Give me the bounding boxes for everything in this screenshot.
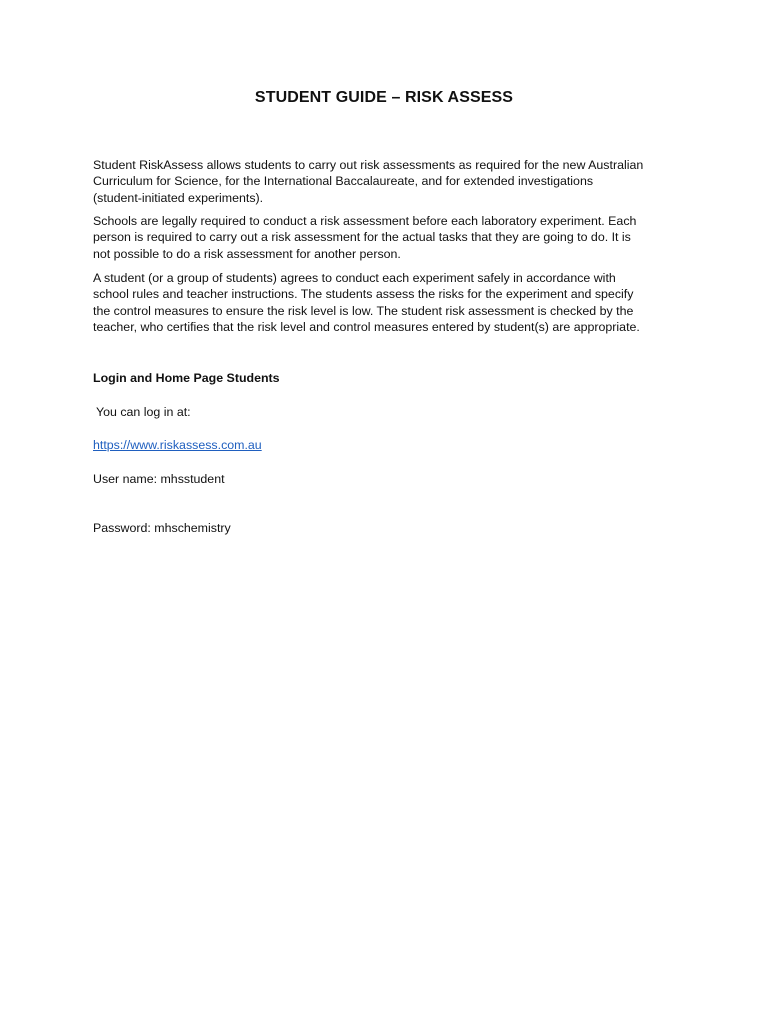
username-text: User name: mhsstudent	[93, 472, 225, 486]
paragraph-line: person is required to carry out a risk assessment for the actual tasks that they are going to do. It is	[93, 230, 631, 245]
paragraph-line: Curriculum for Science, for the International Baccalaureate, and for extended investigations	[93, 174, 594, 189]
paragraph-line: the control measures to ensure the risk level is low. The student risk assessment is checked by the	[93, 303, 634, 318]
paragraph-line: A student (or a group of students) agrees to conduct each experiment safely in accordance with	[93, 271, 616, 285]
paragraph-line: teacher, who certifies that the risk level and control measures entered by student(s) are appropriate.	[93, 319, 640, 334]
login-prompt: You can log in at:	[96, 405, 191, 419]
password-text: Password: mhschemistry	[93, 521, 231, 535]
paragraph-line: not possible to do a risk assessment for another person.	[93, 246, 401, 261]
document-title: STUDENT GUIDE – RISK ASSESS	[254, 89, 514, 106]
legal-requirement-paragraph	[93, 213, 693, 262]
paragraph-line: school rules and teacher instructions. The students assess the risks for the experiment and specify	[93, 287, 634, 302]
riskassess-login-link[interactable]: https://www.riskassess.com.au	[93, 438, 262, 452]
login-section-heading: Login and Home Page Students	[93, 371, 280, 385]
intro-paragraph	[93, 157, 693, 206]
paragraph-line: Student RiskAssess allows students to carry out risk assessments as required for the new Australian	[93, 158, 644, 172]
paragraph-line: Schools are legally required to conduct a risk assessment before each laboratory experiment. Each	[93, 214, 637, 228]
paragraph-line: (student-initiated experiments).	[93, 190, 264, 205]
procedure-paragraph	[93, 270, 693, 335]
